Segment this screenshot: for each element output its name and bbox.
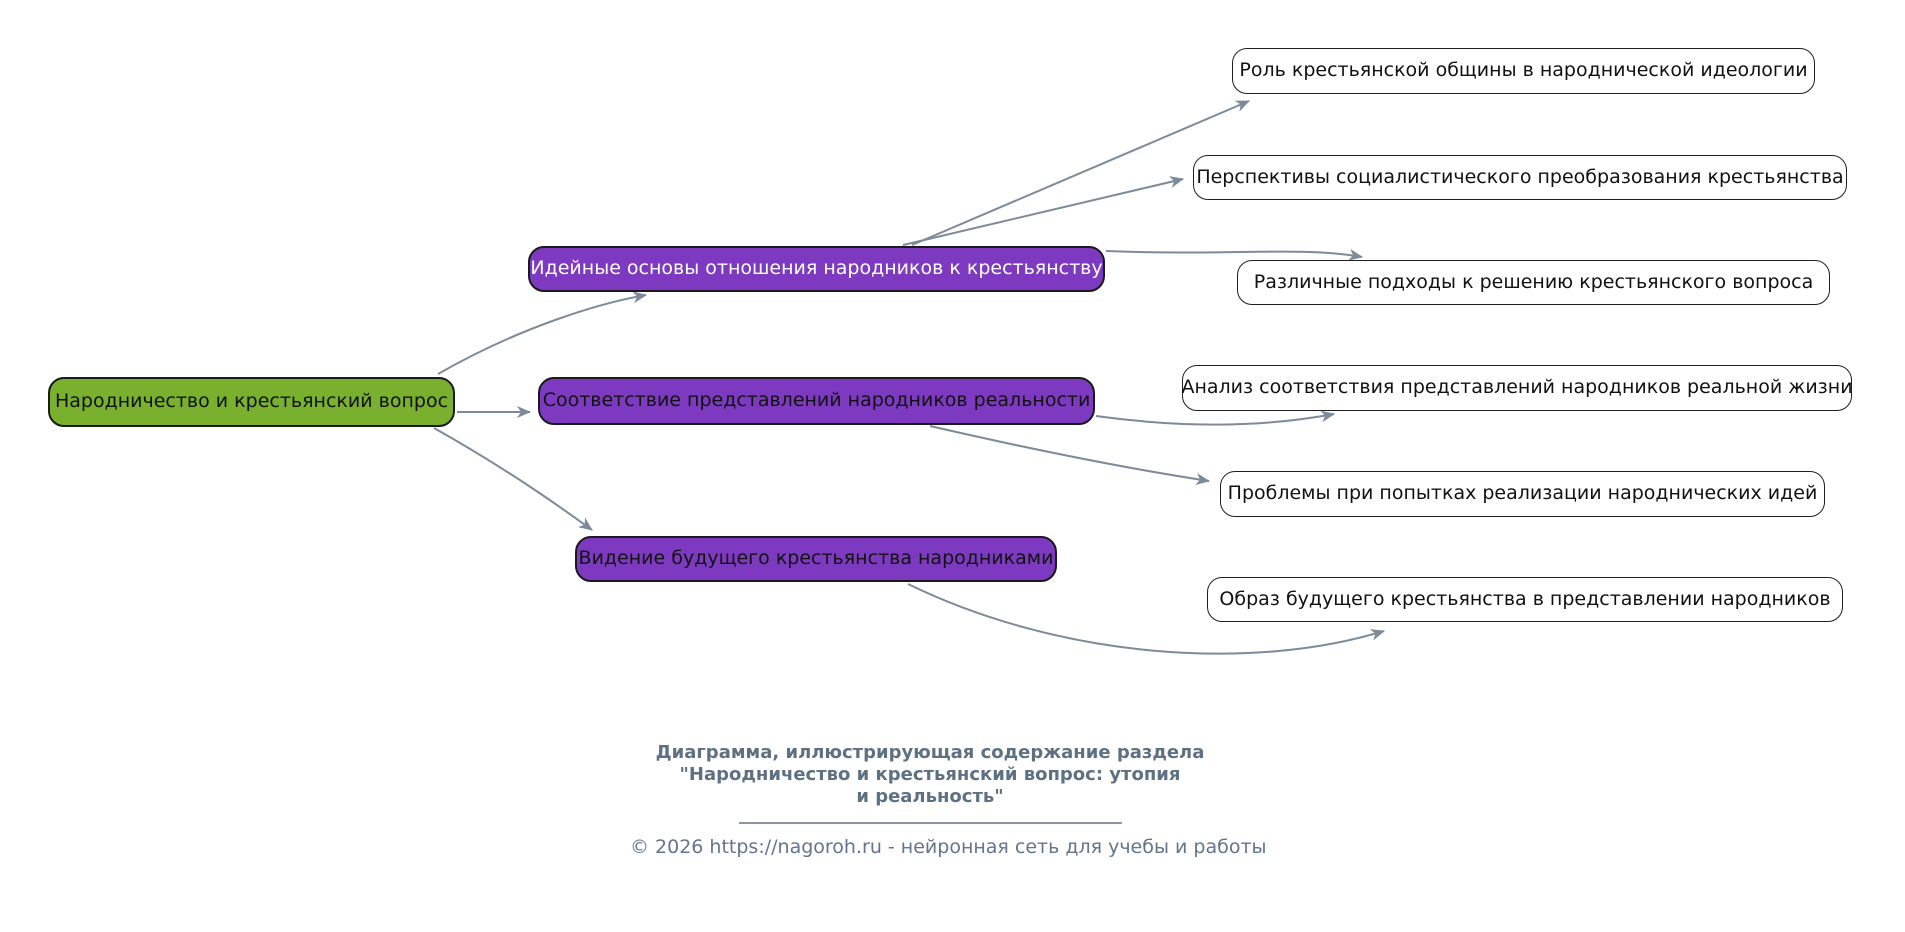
edge-root-to-branch1 — [438, 295, 646, 374]
edge-branch1-to-leaf3 — [1106, 251, 1362, 257]
caption-divider — [739, 822, 1122, 824]
branch-node-correspondence-to-reality: Соответствие представлений народников реальности — [538, 377, 1095, 425]
caption-line-2: "Народничество и крестьянский вопрос: утопия — [679, 764, 1181, 785]
edge-root-to-branch3 — [434, 428, 592, 530]
leaf-node-various-approaches: Различные подходы к решению крестьянского вопроса — [1237, 260, 1830, 305]
branch-node-vision-of-future: Видение будущего крестьянства народниками — [575, 536, 1057, 582]
edge-branch2-to-leaf4 — [1096, 414, 1334, 424]
diagram-caption — [630, 742, 1230, 824]
root-node: Народничество и крестьянский вопрос — [48, 377, 455, 427]
leaf-node-implementation-problems: Проблемы при попытках реализации народнических идей — [1220, 471, 1825, 517]
leaf-node-analysis-of-correspondence: Анализ соответствия представлений народников реальной жизни — [1182, 365, 1852, 411]
branch-node-ideological-foundations: Идейные основы отношения народников к крестьянству — [528, 246, 1105, 292]
footer-credit: © 2026 https://nagoroh.ru - нейронная сеть для учебы и работы — [630, 836, 1267, 858]
leaf-node-image-of-future-peasantry: Образ будущего крестьянства в представлении народников — [1207, 577, 1843, 622]
edge-branch2-to-leaf5 — [930, 426, 1209, 481]
leaf-node-socialist-transformation: Перспективы социалистического преобразования крестьянства — [1193, 155, 1847, 200]
caption-line-1: Диаграмма, иллюстрирующая содержание раздела — [655, 742, 1205, 763]
caption-line-3: и реальность" — [856, 786, 1004, 807]
edge-branch1-to-leaf2 — [903, 179, 1183, 245]
leaf-node-role-of-commune: Роль крестьянской общины в народнической идеологии — [1232, 48, 1815, 94]
